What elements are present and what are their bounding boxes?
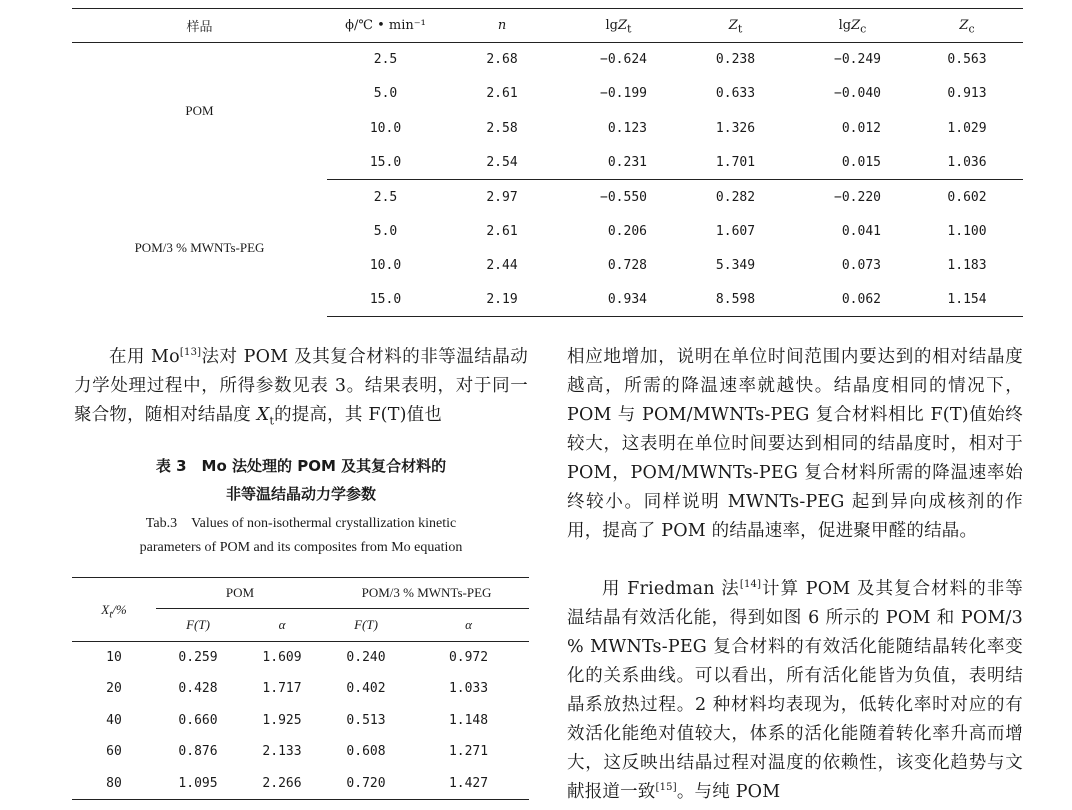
table-cell: 10.0 — [369, 120, 402, 136]
table-cell: 1.154 — [911, 283, 1023, 317]
table-cell: 0.259 — [178, 650, 218, 665]
table-cell: −0.249 — [834, 52, 881, 68]
table-cell: 2.97 — [486, 189, 518, 205]
table-cell: 0.123 — [607, 120, 647, 136]
table-caption-en-2: parameters of POM and its composites from Mo equation — [139, 540, 463, 555]
header-sample: 样品 — [72, 9, 327, 43]
table-cell: 2.61 — [486, 223, 518, 239]
table-cell: 0.728 — [607, 257, 647, 273]
header-n: n — [444, 9, 560, 43]
table-cell: 0.934 — [560, 283, 677, 317]
header-alpha: α — [408, 609, 529, 642]
table-cell: 0.602 — [947, 189, 987, 205]
table-cell: −0.624 — [600, 52, 647, 68]
table-cell: 0.660 — [178, 712, 218, 728]
body-paragraph-right-1: 相应地增加，说明在单位时间范围内要达到的相对结晶度越高，所需的降温速率就越快。结晶度相同的情况下，POM 与 POM/MWNTs-PEG 复合材料相比 F(T)值始终较大，这表明在单位时间要达到相同的结晶度时，相对于 POM，POM/MWNTs-PEG 复合材料所需的降温速率始终较小。同样说明 MWNTs-PEG 起到异向成核剂的作用，提高了 POM 的结晶速率，促进聚甲醛的结晶。 — [567, 347, 1023, 541]
header-xt: $X_t/\%$ — [72, 578, 156, 642]
table-cell: 1.100 — [947, 223, 987, 239]
citation-ref: [13] — [179, 347, 202, 359]
table-cell: 0.231 — [560, 145, 677, 179]
table-row — [72, 673, 529, 705]
table-cell: 10.0 — [369, 257, 402, 273]
table-cell: 0.240 — [346, 650, 386, 665]
header-lgzc: lgZ$_c$ — [794, 9, 911, 43]
group-pom-mwnts — [72, 180, 1023, 317]
mo-equation-table — [72, 577, 529, 800]
citation-ref: [15] — [655, 782, 677, 794]
table-cell: 1.036 — [911, 145, 1023, 179]
body-paragraph-right-2: 用 Friedman 法[14]计算 POM 及其复合材料的非等温结晶有效活化能，得到如图 6 所示的 POM 和 POM/3 % MWNTs-PEG 复合材料的有效活化能随结晶转化率变化的关系曲线。可以看出，所有活化能皆为负值，表明结晶系放热过程。2 种材料均表现为，低转化率时对应的有效活化能绝对值较大，体系的活化能随着转化率升高而增大，这反映出结晶过程对温度的依赖性，该变化趋势与文献报道一致[15]。与纯 POM — [567, 579, 1023, 802]
table-cell: 15.0 — [327, 283, 444, 317]
table-cell: 0.012 — [841, 120, 881, 136]
header-alpha: α — [240, 609, 324, 642]
table-cell: 2.58 — [486, 120, 518, 136]
table-cell: 0.062 — [794, 283, 911, 317]
table-cell: 0.206 — [607, 223, 647, 239]
table-cell: 2.5 — [373, 52, 398, 68]
table-cell: −0.220 — [834, 189, 881, 205]
table-cell: −0.550 — [600, 189, 647, 205]
table-cell: 1.326 — [715, 120, 756, 136]
table-cell: 2.61 — [486, 86, 518, 102]
sample-cell: POM — [185, 103, 214, 119]
table-cell: 0.633 — [715, 86, 756, 102]
table-cell: 0.041 — [841, 223, 881, 239]
header-ft: F(T) — [324, 609, 408, 642]
table-cell: 5.349 — [715, 257, 756, 273]
table-cell: −0.040 — [834, 86, 881, 102]
table-row — [72, 705, 529, 737]
table-cell: 2.133 — [262, 744, 302, 760]
table-cell: 1.701 — [677, 145, 794, 179]
table-cell: 0.876 — [178, 744, 218, 760]
table-row — [72, 43, 1023, 77]
table-cell: 5.0 — [373, 86, 398, 102]
table-cell: 8.598 — [677, 283, 794, 317]
kinetic-parameters-table — [72, 8, 1023, 317]
header-zt: $Z_t$ — [677, 9, 794, 43]
table-cell: 2.266 — [240, 768, 324, 800]
table-cell: 0.238 — [715, 52, 756, 68]
header-pom: POM — [156, 578, 324, 609]
header-cooling-rate: ϕ/℃ • min⁻¹ — [327, 9, 444, 43]
header-pom-mwnts: POM/3 % MWNTs-PEG — [324, 578, 529, 609]
table-cell: 80 — [72, 768, 156, 800]
table-cell: 0.402 — [346, 681, 386, 697]
citation-ref: [14] — [739, 579, 762, 591]
table-cell: 0.073 — [841, 257, 881, 273]
table-cell: 2.68 — [486, 52, 518, 68]
table-cell: 1.717 — [262, 681, 302, 697]
table-cell: 0.608 — [346, 744, 386, 760]
table-cell: 5.0 — [373, 223, 398, 239]
table-cell: 15.0 — [327, 145, 444, 179]
table-caption-en: Tab.3 Values of non-isothermal crystallization kinetic — [145, 516, 457, 531]
table-cell: 0.015 — [794, 145, 911, 179]
table-row — [72, 642, 529, 674]
table-cell: 0.282 — [715, 189, 756, 205]
table-cell: 20 — [106, 681, 122, 697]
group-pom — [72, 43, 1023, 180]
table-caption-cn: 表 3 Mo 法处理的 POM 及其复合材料的 — [155, 457, 447, 475]
table-cell: 2.5 — [373, 189, 398, 205]
table-row — [72, 180, 1023, 214]
table-cell: 0.720 — [324, 768, 408, 800]
table-cell: 1.033 — [448, 681, 489, 697]
header-lgzt: lgZ$_t$ — [560, 9, 677, 43]
table-cell: 60 — [106, 744, 122, 760]
table-header-row — [72, 9, 1023, 43]
table-cell: 1.427 — [408, 768, 529, 800]
table-cell: 1.925 — [262, 712, 302, 728]
header-ft: F(T) — [156, 609, 240, 642]
table-cell: 1.095 — [156, 768, 240, 800]
table-caption-cn-2: 非等温结晶动力学参数 — [225, 485, 376, 503]
table-cell: 0.513 — [346, 712, 386, 728]
table-cell: 0.972 — [448, 650, 489, 665]
table-cell: 1.271 — [448, 744, 489, 760]
sample-cell: POM/3 % MWNTs-PEG — [134, 240, 265, 256]
table-cell: −0.199 — [600, 86, 647, 102]
table-cell: 1.609 — [262, 650, 302, 665]
table-cell: 0.913 — [947, 86, 987, 102]
table-cell: 2.19 — [444, 283, 560, 317]
body-paragraph-left: 在用 Mo[13]法对 POM 及其复合材料的非等温结晶动力学处理过程中，所得参数见表 3。结果表明，对于同一聚合物，随相对结晶度 $X_t$的提高，其 F(T)值也 — [74, 347, 528, 428]
table-cell: 10 — [106, 650, 122, 665]
table-header-row — [72, 578, 529, 609]
table-cell: 1.607 — [715, 223, 756, 239]
header-zc: $Z_c$ — [911, 9, 1023, 43]
table-cell: 2.44 — [486, 257, 518, 273]
table-cell: 1.183 — [947, 257, 987, 273]
table-row — [72, 736, 529, 768]
table-cell: 1.029 — [947, 120, 987, 136]
table-cell: 40 — [106, 712, 122, 728]
table-cell: 2.54 — [444, 145, 560, 179]
table-cell: 0.563 — [947, 52, 987, 68]
table-row — [72, 768, 529, 800]
table-cell: 1.148 — [448, 712, 489, 728]
table-cell: 0.428 — [178, 681, 218, 697]
